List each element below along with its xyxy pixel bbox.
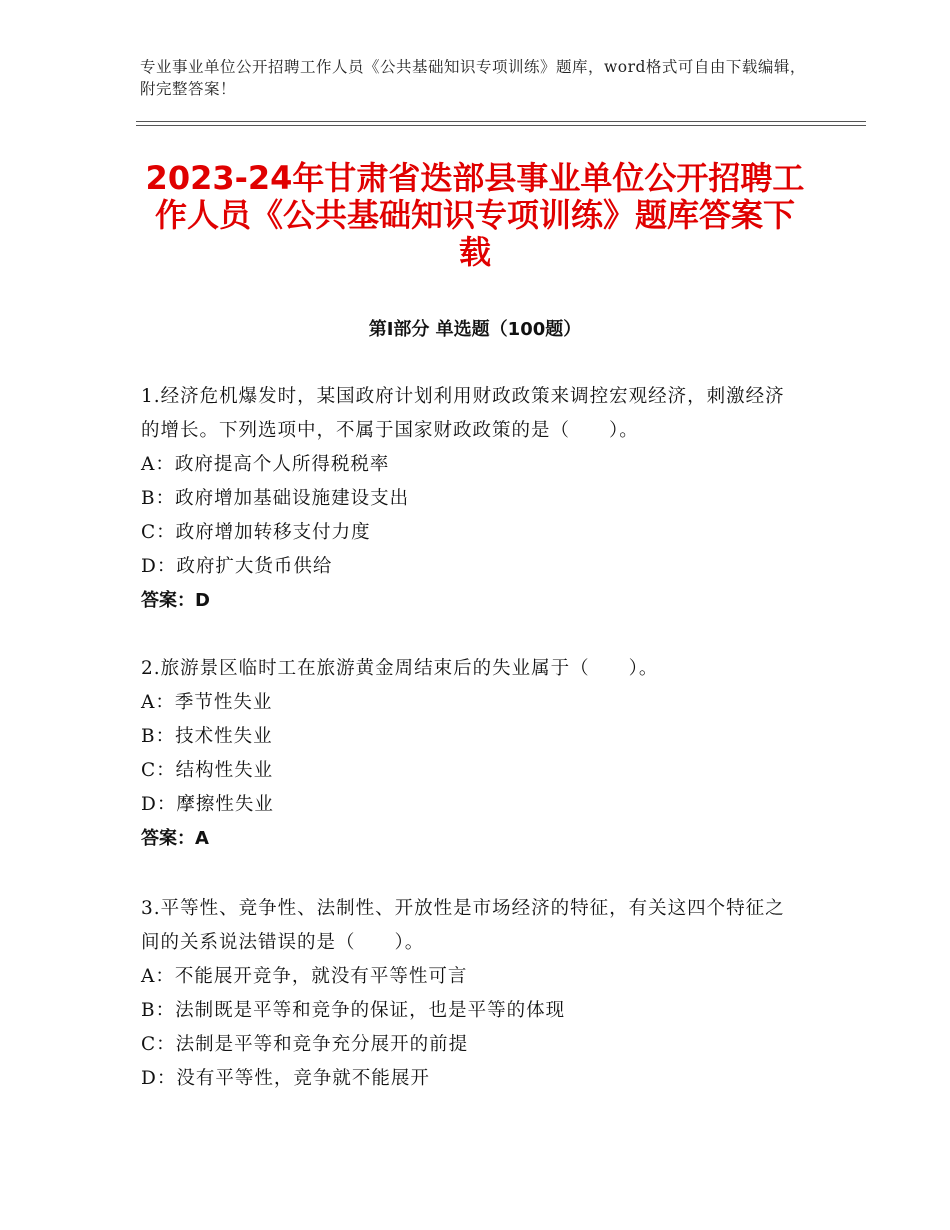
section-title: 第Ⅰ部分 单选题（100题）: [368, 319, 582, 340]
question-3: [141, 892, 801, 1096]
option-b: B：法制既是平等和竞争的保证，也是平等的体现: [141, 1000, 566, 1021]
option-a: A：政府提高个人所得税税率: [141, 454, 390, 475]
option-b: B：技术性失业: [141, 726, 273, 747]
option-d: D：政府扩大货币供给: [141, 556, 333, 577]
option-c: C：法制是平等和竞争充分展开的前提: [141, 1034, 469, 1055]
header-note: 专业事业单位公开招聘工作人员《公共基础知识专项训练》题库，word格式可自由下载编辑，附完整答案！: [140, 58, 806, 98]
option-b: B：政府增加基础设施建设支出: [141, 488, 410, 509]
header-divider-secondary: [136, 125, 866, 126]
option-c: C：结构性失业: [141, 760, 274, 781]
question-stem: 3.平等性、竞争性、法制性、开放性是市场经济的特征，有关这四个特征之间的关系说法错误的是（ ）。: [141, 898, 785, 953]
answer: 答案：A: [141, 828, 209, 849]
option-a: A：不能展开竞争，就没有平等性可言: [141, 966, 468, 987]
option-c: C：政府增加转移支付力度: [141, 522, 371, 543]
question-1: [141, 380, 801, 618]
option-d: D：摩擦性失业: [141, 794, 274, 815]
question-2: [141, 652, 801, 856]
question-stem: 1.经济危机爆发时，某国政府计划利用财政政策来调控宏观经济，刺激经济的增长。下列选项中，不属于国家财政政策的是（ ）。: [141, 386, 785, 441]
option-a: A：季节性失业: [141, 692, 273, 713]
option-d: D：没有平等性，竞争就不能展开: [141, 1068, 430, 1089]
header-divider: [136, 121, 866, 122]
document-title: 2023-24年甘肃省迭部县事业单位公开招聘工作人员《公共基础知识专项训练》题库答案下载: [145, 159, 805, 271]
question-stem: 2.旅游景区临时工在旅游黄金周结束后的失业属于（ ）。: [141, 658, 659, 679]
answer: 答案：D: [141, 590, 210, 611]
